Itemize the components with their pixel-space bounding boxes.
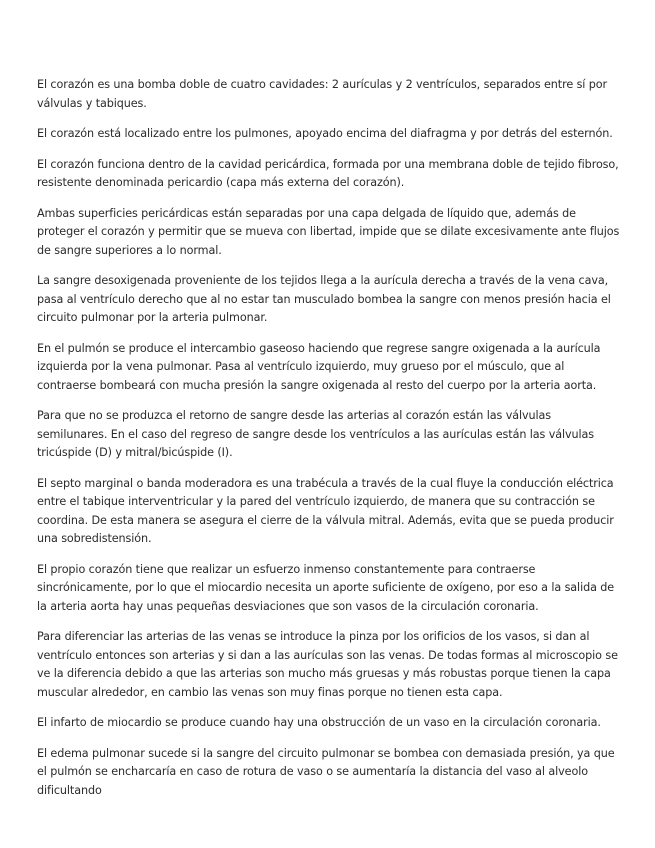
- paragraph-10: Para diferenciar las arterias de las venas se introduce la pinza por los orificios de los vasos, si dan al ventrículo entonces son arterias y si dan a las aurículas son las venas. De todas formas al microscopio se ve la diferencia debido a que las arterias son mucho más gruesas y más robustas porque tienen la capa muscular alrededor, en cambio las venas son muy finas porque no tienen esta capa.: [37, 630, 618, 699]
- paragraph-2: El corazón está localizado entre los pulmones, apoyado encima del diafragma y por detrás del esternón.: [37, 127, 613, 140]
- paragraph-7: Para que no se produzca el retorno de sangre desde las arterias al corazón están las válvulas semilunares. En el caso del regreso de sangre desde los ventrículos a las aurículas están las válvulas tricúspide (D) y mitral/bicúspide (I).: [37, 409, 595, 459]
- document-page: [37, 76, 620, 812]
- paragraph-8: El septo marginal o banda moderadora es una trabécula a través de la cual fluye la conducción eléctrica entre el tabique interventricular y la pared del ventrículo izquierdo, de manera que su contracción se coordina. De esta manera se asegura el cierre de la válvula mitral. Además, evita que se pueda producir una sobredistensión.: [37, 476, 614, 545]
- paragraph-9: El propio corazón tiene que realizar un esfuerzo inmenso constantemente para contraerse sincrónicamente, por lo que el miocardio necesita un aporte suficiente de oxígeno, por eso a la salida de la arteria aorta hay unas pequeñas desviaciones que son vasos de la circulación coronaria.: [37, 562, 615, 613]
- paragraph-5: La sangre desoxigenada proveniente de los tejidos llega a la aurícula derecha a través de la vena cava, pasa al ventrículo derecho que al no estar tan musculado bombea la sangre con menos presión hacia el circuito pulmonar por la arteria pulmonar.: [37, 274, 611, 324]
- paragraph-6: En el pulmón se produce el intercambio gaseoso haciendo que regrese sangre oxigenada a la aurícula izquierda por la vena pulmonar. Pasa al ventrículo izquierdo, muy grueso por el músculo, que al contraerse bombeará con mucha presión la sangre oxigenada al resto del cuerpo por la arteria aorta.: [37, 341, 601, 392]
- paragraph-4: Ambas superficies pericárdicas están separadas por una capa delgada de líquido que, además de proteger el corazón y permitir que se mueva con libertad, impide que se dilate excesivamente ante flujos de sangre superiores a lo normal.: [37, 206, 620, 257]
- paragraph-3: El corazón funciona dentro de la cavidad pericárdica, formada por una membrana doble de tejido fibroso, resistente denominada pericardio (capa más externa del corazón).: [37, 157, 619, 189]
- paragraph-12: El edema pulmonar sucede si la sangre del circuito pulmonar se bombea con demasiada presión, ya que el pulmón se encharcaría en caso de rotura de vaso o se aumentaría la distancia del vaso al alveolo dificultando: [37, 746, 615, 797]
- paragraph-1: El corazón es una bomba doble de cuatro cavidades: 2 aurículas y 2 ventrículos, separados entre sí por válvulas y tabiques.: [37, 78, 608, 110]
- paragraph-11: El infarto de miocardio se produce cuando hay una obstrucción de un vaso en la circulación coronaria.: [37, 716, 601, 729]
